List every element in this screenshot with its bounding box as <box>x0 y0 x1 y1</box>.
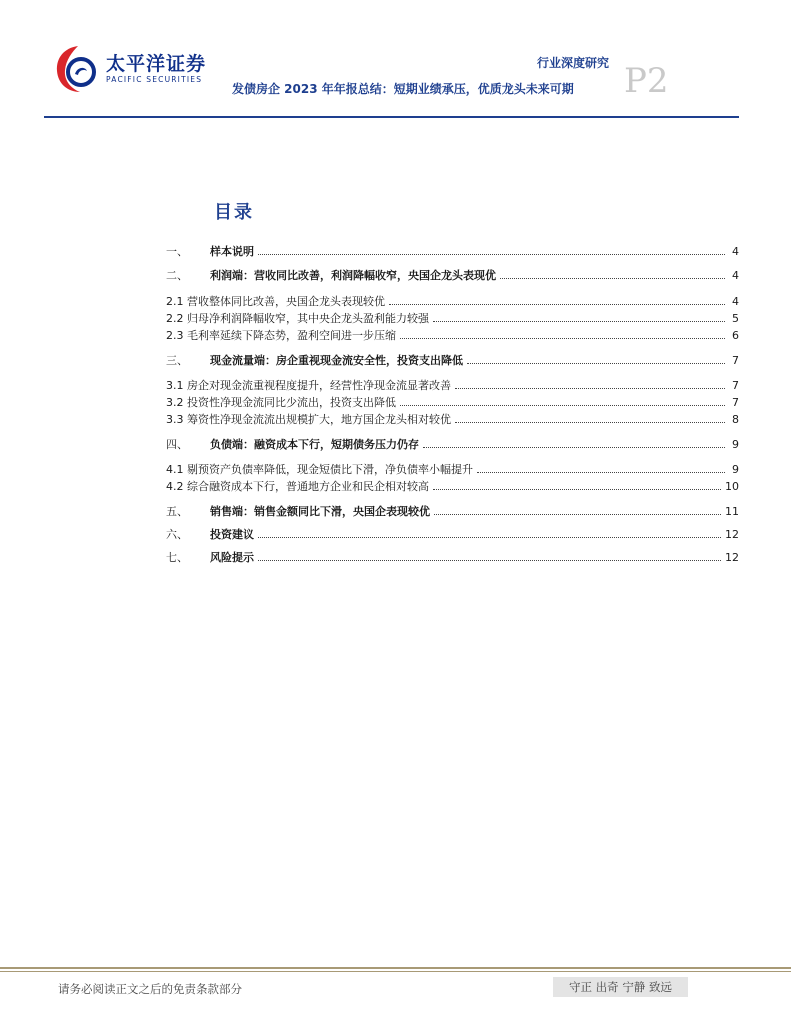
footer-divider-thin <box>0 971 791 972</box>
toc-dot-leader <box>258 559 721 561</box>
toc-entry-page: 9 <box>732 438 739 451</box>
toc-entry-page: 4 <box>732 295 739 308</box>
toc-entry[interactable] <box>166 462 739 478</box>
toc-heading: 目录 <box>214 202 254 223</box>
toc-dot-leader <box>400 404 725 406</box>
toc-entry-title: 3.3 筹资性净现金流流出规模扩大，地方国企龙头相对较优 <box>166 413 451 426</box>
toc-entry-title: 2.2 归母净利润降幅收窄，其中央企龙头盈利能力较强 <box>166 312 429 325</box>
toc-entry[interactable] <box>166 268 739 284</box>
toc-dot-leader <box>455 421 725 423</box>
toc-entry[interactable] <box>166 504 739 520</box>
toc-dot-leader <box>477 471 725 473</box>
toc-entry-page: 7 <box>732 396 739 409</box>
toc-entry[interactable] <box>166 395 739 411</box>
toc-entry-page: 7 <box>732 379 739 392</box>
toc-entry-title: 3.2 投资性净现金流同比少流出，投资支出降低 <box>166 396 396 409</box>
toc-entry[interactable] <box>166 527 739 543</box>
report-type: 行业深度研究 <box>537 56 610 70</box>
toc-entry-title: 投资建议 <box>210 528 254 541</box>
toc-dot-leader <box>455 387 725 389</box>
toc-entry-title: 销售端：销售金额同比下滑，央国企表现较优 <box>210 505 430 518</box>
footer-motto: 守正 出奇 宁静 致远 <box>553 977 688 997</box>
toc-dot-leader <box>400 337 725 339</box>
toc-entry[interactable] <box>166 311 739 327</box>
toc-entry-page: 11 <box>725 505 739 518</box>
toc-dot-leader <box>423 446 725 448</box>
toc-entry[interactable] <box>166 412 739 428</box>
toc-dot-leader <box>500 277 725 279</box>
toc-entry[interactable] <box>166 550 739 566</box>
toc-entry-title: 风险提示 <box>210 551 254 564</box>
toc-dot-leader <box>258 253 725 255</box>
toc-dot-leader <box>434 513 721 515</box>
toc-entry-number: 二、 <box>166 269 188 282</box>
toc-entry-title: 样本说明 <box>210 245 254 258</box>
toc-entry-number: 一、 <box>166 245 188 258</box>
toc-entry-number: 三、 <box>166 354 188 367</box>
toc-entry-page: 12 <box>725 551 739 564</box>
toc-entry-number: 四、 <box>166 438 188 451</box>
pacific-securities-logo-icon <box>54 44 102 94</box>
logo-name-en: PACIFIC SECURITIES <box>106 75 203 84</box>
toc-entry-number: 六、 <box>166 528 188 541</box>
toc-entry-title: 3.1 房企对现金流重视程度提升，经营性净现金流显著改善 <box>166 379 451 392</box>
toc-entry-page: 6 <box>732 329 739 342</box>
toc-dot-leader <box>433 488 721 490</box>
toc-entry-number: 七、 <box>166 551 188 564</box>
toc-entry[interactable] <box>166 294 739 310</box>
toc-entry-title: 负债端：融资成本下行，短期债务压力仍存 <box>210 438 419 451</box>
toc-entry-page: 7 <box>732 354 739 367</box>
toc-entry[interactable] <box>166 437 739 453</box>
toc-entry-number: 五、 <box>166 505 188 518</box>
toc-dot-leader <box>389 303 725 305</box>
footer-disclaimer: 请务必阅读正文之后的免责条款部分 <box>58 982 242 996</box>
toc-entry-page: 5 <box>732 312 739 325</box>
toc-entry[interactable] <box>166 328 739 344</box>
toc-entry[interactable] <box>166 244 739 260</box>
toc-entry-title: 2.1 营收整体同比改善，央国企龙头表现较优 <box>166 295 385 308</box>
toc-entry-title: 4.2 综合融资成本下行，普通地方企业和民企相对较高 <box>166 480 429 493</box>
toc-entry-title: 4.1 剔预资产负债率降低，现金短债比下滑，净负债率小幅提升 <box>166 463 473 476</box>
toc-entry-page: 8 <box>732 413 739 426</box>
toc-dot-leader <box>433 320 725 322</box>
toc-entry[interactable] <box>166 353 739 369</box>
report-title: 发债房企 2023 年年报总结：短期业绩承压，优质龙头未来可期 <box>232 82 574 96</box>
page-number: P2 <box>624 61 669 101</box>
footer-divider <box>0 967 791 969</box>
toc-dot-leader <box>467 362 725 364</box>
toc-entry-page: 9 <box>732 463 739 476</box>
toc-entry-page: 12 <box>725 528 739 541</box>
toc-entry[interactable] <box>166 479 739 495</box>
toc-entry-page: 4 <box>732 269 739 282</box>
header-divider <box>44 116 739 118</box>
logo-name-cn: 太平洋证券 <box>106 53 207 75</box>
toc-entry-title: 现金流量端：房企重视现金流安全性，投资支出降低 <box>210 354 463 367</box>
toc-entry-title: 利润端：营收同比改善，利润降幅收窄，央国企龙头表现优 <box>210 269 496 282</box>
company-logo <box>54 44 214 94</box>
toc-entry-page: 10 <box>725 480 739 493</box>
toc-entry-title: 2.3 毛利率延续下降态势，盈利空间进一步压缩 <box>166 329 396 342</box>
toc-dot-leader <box>258 536 721 538</box>
toc-entry-page: 4 <box>732 245 739 258</box>
toc-entry[interactable] <box>166 378 739 394</box>
